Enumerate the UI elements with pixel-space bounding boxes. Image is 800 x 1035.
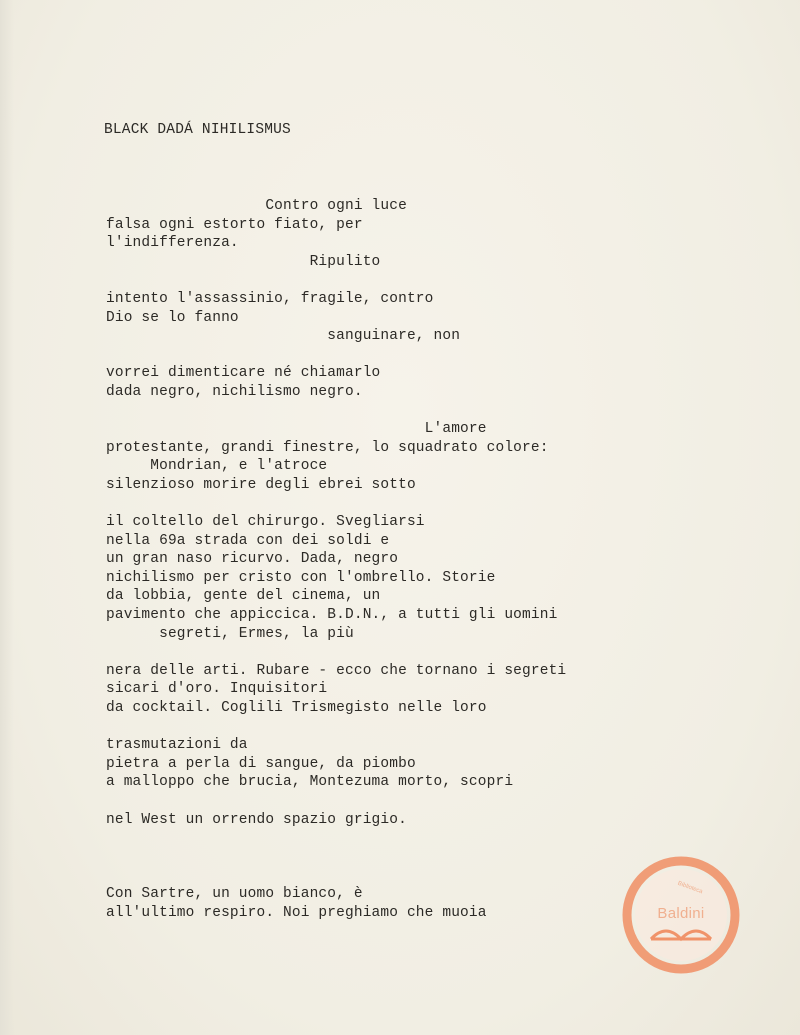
poem-line: protestante, grandi finestre, lo squadrato colore: [106, 439, 549, 456]
poem-line: L'amore [106, 421, 487, 438]
poem-line: da lobbia, gente del cinema, un [106, 588, 381, 605]
poem-line: Dio se lo fanno [106, 309, 239, 326]
poem-line: Contro ogni luce [106, 198, 407, 214]
paper-edge [0, 0, 14, 1035]
poem-line: trasmutazioni da [106, 737, 248, 754]
stanza-gap [106, 495, 566, 514]
stamp-small-text: Biblioteca [676, 880, 704, 896]
poem-line: pavimento che appiccica. B.D.N., a tutti gli uomini [106, 607, 558, 624]
stanza-gap [106, 402, 566, 421]
poem-line: dada negro, nichilismo negro. [106, 383, 363, 400]
poem-line: all'ultimo respiro. Noi preghiamo che muoia [106, 904, 487, 921]
poem-line: pietra a perla di sangue, da piombo [106, 755, 416, 772]
stanza-gap [106, 792, 566, 811]
stamp-label: Baldini [657, 905, 705, 922]
poem-line: il coltello del chirurgo. Svegliarsi [106, 514, 425, 531]
poem-line: sanguinare, non [106, 328, 461, 345]
poem-line: a malloppo che brucia, Montezuma morto, scopri [106, 774, 514, 791]
poem-line: silenzioso morire degli ebrei sotto [106, 476, 416, 493]
poem-line: nichilismo per cristo con l'ombrello. Storie [106, 569, 496, 586]
poem-line: segreti, Ermes, la più [106, 625, 354, 642]
poem-line: intento l'assassinio, fragile, contro [106, 290, 434, 307]
stanza-gap [106, 643, 566, 662]
poem-line: vorrei dimenticare né chiamarlo [106, 365, 381, 382]
stanza-gap [106, 271, 566, 290]
poem-line: l'indifferenza. [106, 235, 239, 252]
poem-line: sicari d'oro. Inquisitori [106, 681, 328, 698]
stanza-gap [106, 829, 566, 885]
poem-line: Mondrian, e l'atroce [106, 458, 328, 475]
poem-line: da cocktail. Coglili Trismegisto nelle loro [106, 700, 487, 717]
poem-title: BLACK DADÁ NIHILISMUS [104, 122, 291, 138]
poem-line: Ripulito [106, 253, 381, 270]
poem-line: falsa ogni estorto fiato, per [106, 216, 363, 233]
poem-line: nella 69a strada con dei soldi e [106, 532, 390, 549]
poem-line: nel West un orrendo spazio grigio. [106, 811, 407, 828]
poem-line: nera delle arti. Rubare - ecco che tornano i segreti [106, 662, 567, 679]
stanza-gap [106, 718, 566, 737]
poem-line: un gran naso ricurvo. Dada, negro [106, 551, 399, 568]
library-stamp [621, 855, 741, 975]
poem-body [106, 197, 566, 922]
stanza-gap [106, 346, 566, 365]
poem-line: Con Sartre, un uomo bianco, è [106, 886, 363, 903]
